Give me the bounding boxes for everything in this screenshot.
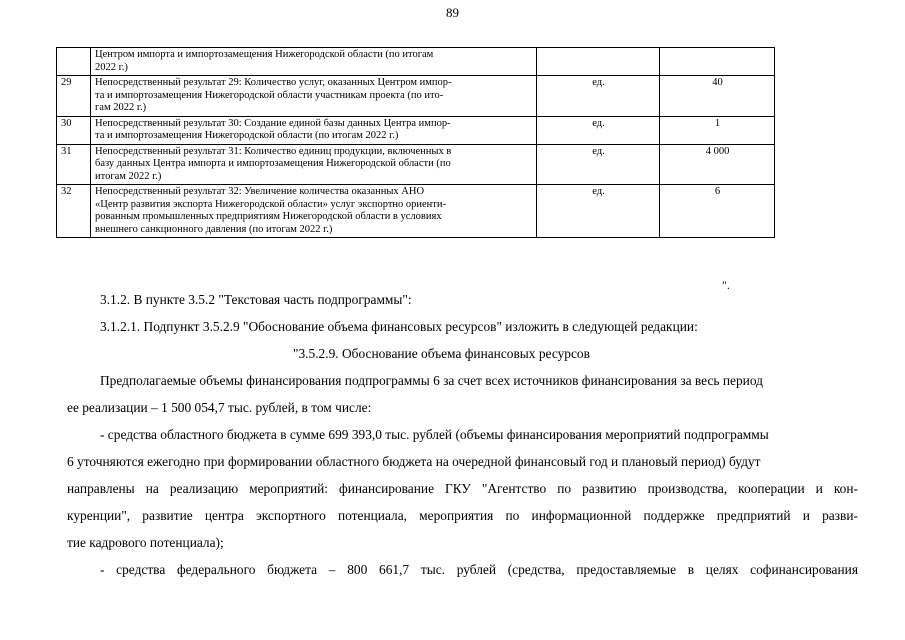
row-description — [91, 144, 537, 185]
description-line: «Центр развития экспорта Нижегородской области» услуг экспортно ориенти- — [95, 198, 447, 210]
row-value: 40 — [660, 76, 775, 117]
paragraph-line: тие кадрового потенциала); — [67, 535, 224, 550]
description-line: гам 2022 г.) — [95, 102, 147, 113]
paragraph-line: направлены на реализацию мероприятий: финансирование ГКУ "Агентство по развитию производства, кооперации и кон- — [67, 481, 858, 496]
row-description — [91, 48, 537, 76]
row-value — [660, 48, 775, 76]
paragraph-line: ее реализации – 1 500 054,7 тыс. рублей, в том числе: — [67, 400, 372, 415]
row-unit: ед. — [537, 76, 660, 117]
row-number: 32 — [57, 185, 91, 238]
description-line: Непосредственный результат 32: Увеличение количества оказанных АНО — [95, 186, 425, 197]
description-line: базу данных Центра импорта и импортозамещения Нижегородской области (по — [95, 158, 451, 169]
row-number: 30 — [57, 116, 91, 144]
paragraph-3-1-2: 3.1.2. В пункте 3.5.2 "Текстовая часть подпрограммы": — [100, 292, 412, 307]
row-number: 29 — [57, 76, 91, 117]
table-row — [57, 144, 775, 185]
section-heading: "3.5.2.9. Обоснование объема финансовых ресурсов — [293, 346, 590, 361]
description-line: Непосредственный результат 31: Количество единиц продукции, включенных в — [95, 145, 452, 157]
paragraph-line: 6 уточняются ежегодно при формировании областного бюджета на очередной финансовый год и плановый период) будут — [67, 454, 761, 469]
table-row — [57, 76, 775, 117]
row-description — [91, 76, 537, 117]
table-row — [57, 185, 775, 238]
page-number: 89 — [446, 5, 459, 20]
paragraph-line: куренции", развитие центра экспортного потенциала, мероприятия по информационной поддержке предприятий и разви- — [67, 508, 858, 523]
paragraph-line: - средства областного бюджета в сумме 699 393,0 тыс. рублей (объемы финансирования мероприятий подпрограммы — [100, 427, 769, 442]
row-unit — [537, 48, 660, 76]
description-line: итогам 2022 г.) — [95, 170, 162, 182]
closing-quote: ". — [722, 278, 730, 292]
table-row — [57, 116, 775, 144]
row-number — [57, 48, 91, 76]
description-line: Непосредственный результат 29: Количество услуг, оказанных Центром импор- — [95, 77, 452, 88]
description-line: внешнего санкционного давления (по итогам 2022 г.) — [95, 223, 333, 235]
paragraph-3-1-2-1: 3.1.2.1. Подпункт 3.5.2.9 "Обоснование объема финансовых ресурсов" изложить в следующей редакции: — [100, 319, 698, 334]
description-line: та и импортозамещения Нижегородской области участникам проекта (по ито- — [95, 89, 444, 101]
paragraph-line: Предполагаемые объемы финансирования подпрограммы 6 за счет всех источников финансирования за весь период — [100, 373, 763, 388]
row-unit: ед. — [537, 185, 660, 238]
description-line: Центром импорта и импортозамещения Нижегородской области (по итогам — [95, 49, 434, 60]
description-line: Непосредственный результат 30: Создание единой базы данных Центра импор- — [95, 117, 451, 129]
row-unit: ед. — [537, 116, 660, 144]
row-unit: ед. — [537, 144, 660, 185]
description-line: 2022 г.) — [95, 61, 128, 73]
results-table — [56, 47, 775, 238]
description-line: рованным промышленных предприятиям Нижегородской области в условиях — [95, 211, 442, 222]
row-description — [91, 185, 537, 238]
row-value: 6 — [660, 185, 775, 238]
row-value: 1 — [660, 116, 775, 144]
paragraph-line: - средства федерального бюджета – 800 661,7 тыс. рублей (средства, предоставляемые в целях софинансирования — [100, 562, 858, 577]
row-description — [91, 116, 537, 144]
table-row — [57, 48, 775, 76]
row-number: 31 — [57, 144, 91, 185]
description-line: та и импортозамещения Нижегородской области (по итогам 2022 г.) — [95, 130, 399, 141]
row-value: 4 000 — [660, 144, 775, 185]
